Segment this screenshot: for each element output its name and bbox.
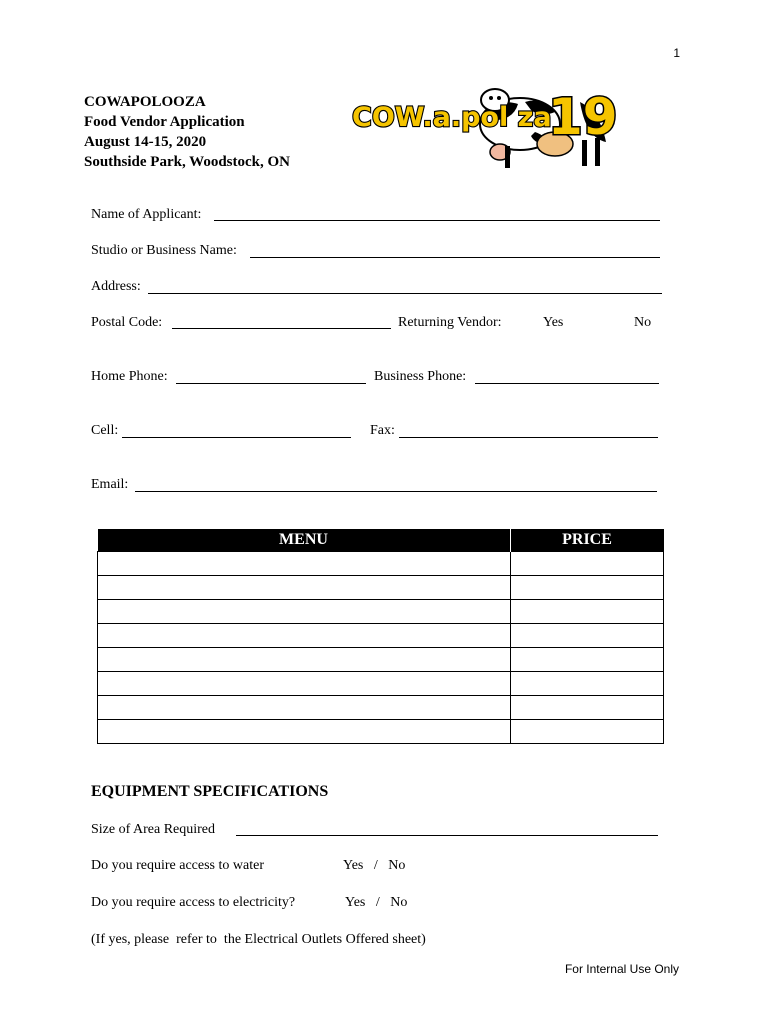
applicant-field[interactable] xyxy=(214,220,660,221)
postal-label: Postal Code: xyxy=(91,315,163,330)
table-row xyxy=(98,648,664,672)
menu-cell[interactable] xyxy=(98,696,511,720)
menu-cell[interactable] xyxy=(98,624,511,648)
fax-field[interactable] xyxy=(399,437,658,438)
event-location: Southside Park, Woodstock, ON xyxy=(84,154,291,170)
price-cell[interactable] xyxy=(510,720,664,744)
water-label: Do you require access to water xyxy=(91,858,264,873)
table-row xyxy=(98,576,664,600)
cell-field[interactable] xyxy=(122,437,351,438)
table-row xyxy=(98,696,664,720)
price-cell[interactable] xyxy=(510,672,664,696)
menu-cell[interactable] xyxy=(98,600,511,624)
price-cell[interactable] xyxy=(510,576,664,600)
table-row xyxy=(98,720,664,744)
table-row xyxy=(98,672,664,696)
electricity-label: Do you require access to electricity? xyxy=(91,895,296,910)
cell-label: Cell: xyxy=(91,423,119,438)
table-row xyxy=(98,624,664,648)
returning-vendor-label: Returning Vendor: xyxy=(398,315,502,330)
area-field[interactable] xyxy=(236,835,658,836)
business-label: Studio or Business Name: xyxy=(91,243,237,258)
email-field[interactable] xyxy=(135,491,657,492)
price-cell[interactable] xyxy=(510,696,664,720)
area-label: Size of Area Required xyxy=(91,822,216,837)
home-phone-field[interactable] xyxy=(176,383,366,384)
price-cell[interactable] xyxy=(510,624,664,648)
electricity-options[interactable]: Yes / No xyxy=(345,895,408,910)
fax-label: Fax: xyxy=(370,423,395,438)
business-phone-field[interactable] xyxy=(475,383,659,384)
water-options[interactable]: Yes / No xyxy=(343,858,406,873)
email-label: Email: xyxy=(91,477,129,492)
header-block xyxy=(84,92,290,172)
svg-text:19: 19 xyxy=(548,88,618,146)
table-row xyxy=(98,600,664,624)
business-field[interactable] xyxy=(250,257,660,258)
price-cell[interactable] xyxy=(510,600,664,624)
event-dates: August 14-15, 2020 xyxy=(84,134,207,150)
menu-cell[interactable] xyxy=(98,576,511,600)
menu-cell[interactable] xyxy=(98,720,511,744)
svg-text:COW.a.pol za: COW.a.pol za xyxy=(352,102,552,133)
table-row xyxy=(98,552,664,576)
form-title: Food Vendor Application xyxy=(84,114,245,130)
cowapalooza-logo xyxy=(350,82,618,172)
postal-field[interactable] xyxy=(172,328,391,329)
returning-no-option[interactable]: No xyxy=(634,315,652,330)
price-cell[interactable] xyxy=(510,552,664,576)
menu-column-header: MENU xyxy=(98,529,511,552)
electrical-note: (If yes, please refer to the Electrical Outlets Offered sheet) xyxy=(91,932,426,947)
price-cell[interactable] xyxy=(510,648,664,672)
applicant-label: Name of Applicant: xyxy=(91,207,202,222)
equipment-heading: EQUIPMENT SPECIFICATIONS xyxy=(91,783,329,800)
returning-yes-option[interactable]: Yes xyxy=(543,315,564,330)
menu-cell[interactable] xyxy=(98,552,511,576)
internal-use-footer: For Internal Use Only xyxy=(564,962,679,976)
address-label: Address: xyxy=(91,279,141,294)
menu-price-table xyxy=(97,529,664,744)
price-column-header: PRICE xyxy=(510,529,664,552)
menu-cell[interactable] xyxy=(98,672,511,696)
event-title: COWAPOLOOZA xyxy=(84,94,206,110)
business-phone-label: Business Phone: xyxy=(374,369,467,384)
menu-cell[interactable] xyxy=(98,648,511,672)
address-field[interactable] xyxy=(148,293,662,294)
home-phone-label: Home Phone: xyxy=(91,369,168,384)
page-number: 1 xyxy=(673,46,680,60)
